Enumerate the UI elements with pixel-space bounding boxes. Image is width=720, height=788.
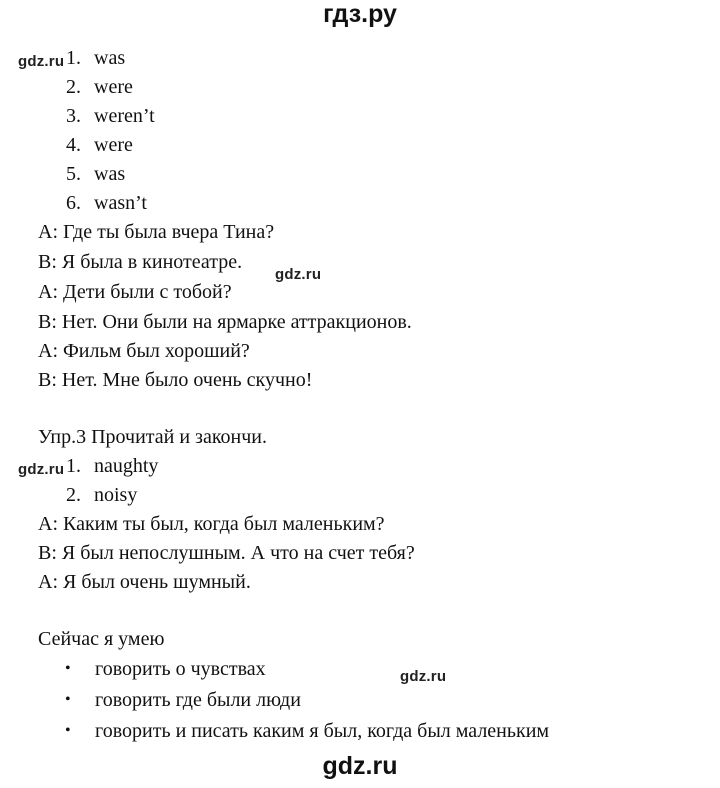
answer-number: 2.: [66, 76, 81, 98]
answer-number: 5.: [66, 163, 81, 185]
dialogue-line: A: Где ты была вчера Тина?: [38, 221, 275, 243]
skill-item: говорить и писать каким я был, когда был маленьким: [95, 720, 550, 742]
watermark-label: gdz.ru: [275, 266, 322, 283]
footer-watermark: gdz.ru: [322, 752, 398, 780]
site-title-watermark: гдз.ру: [323, 0, 397, 28]
dialogue-line: B: Я был непослушным. А что на счет тебя?: [38, 542, 415, 564]
answer-text: wasn’t: [94, 192, 147, 214]
answer-text: was: [94, 163, 126, 185]
dialogue-line: B: Нет. Мне было очень скучно!: [38, 369, 313, 391]
dialogue-line: A: Я был очень шумный.: [38, 571, 251, 593]
answer-item: [66, 133, 133, 157]
bullet-icon: •: [65, 722, 71, 739]
answer-item: [66, 104, 155, 128]
watermark-label: gdz.ru: [18, 53, 65, 70]
skill-item: говорить о чувствах: [95, 658, 266, 680]
answer-number: 6.: [66, 192, 81, 214]
answer-item: [66, 483, 137, 507]
dialogue-line: A: Фильм был хороший?: [38, 340, 250, 362]
answer-text: were: [94, 76, 133, 98]
answer-text: weren’t: [94, 105, 155, 127]
answer-text: were: [94, 134, 133, 156]
answer-item: [66, 162, 125, 186]
answer-item: [66, 46, 125, 70]
answer-text: was: [94, 47, 126, 69]
skill-item: говорить где были люди: [95, 689, 301, 711]
answer-number: 3.: [66, 105, 81, 127]
bullet-icon: •: [65, 660, 71, 677]
skills-heading: Сейчас я умею: [38, 628, 165, 650]
bullet-icon: •: [65, 691, 71, 708]
watermark-label: gdz.ru: [400, 668, 447, 685]
dialogue-line: B: Нет. Они были на ярмарке аттракционов.: [38, 311, 412, 333]
exercise-heading: Упр.3 Прочитай и закончи.: [38, 426, 268, 448]
answer-number: 1.: [66, 47, 81, 69]
answer-number: 1.: [66, 455, 81, 477]
dialogue-line: B: Я была в кинотеатре.: [38, 251, 243, 273]
dialogue-line: A: Дети были с тобой?: [38, 281, 232, 303]
answer-number: 4.: [66, 134, 81, 156]
answer-item: [66, 75, 133, 99]
answer-number: 2.: [66, 484, 81, 506]
answer-text: naughty: [94, 455, 159, 477]
watermark-label: gdz.ru: [18, 461, 65, 478]
answer-item: [66, 191, 147, 215]
answer-text: noisy: [94, 484, 138, 506]
answer-item: [66, 454, 158, 478]
dialogue-line: A: Каким ты был, когда был маленьким?: [38, 513, 385, 535]
